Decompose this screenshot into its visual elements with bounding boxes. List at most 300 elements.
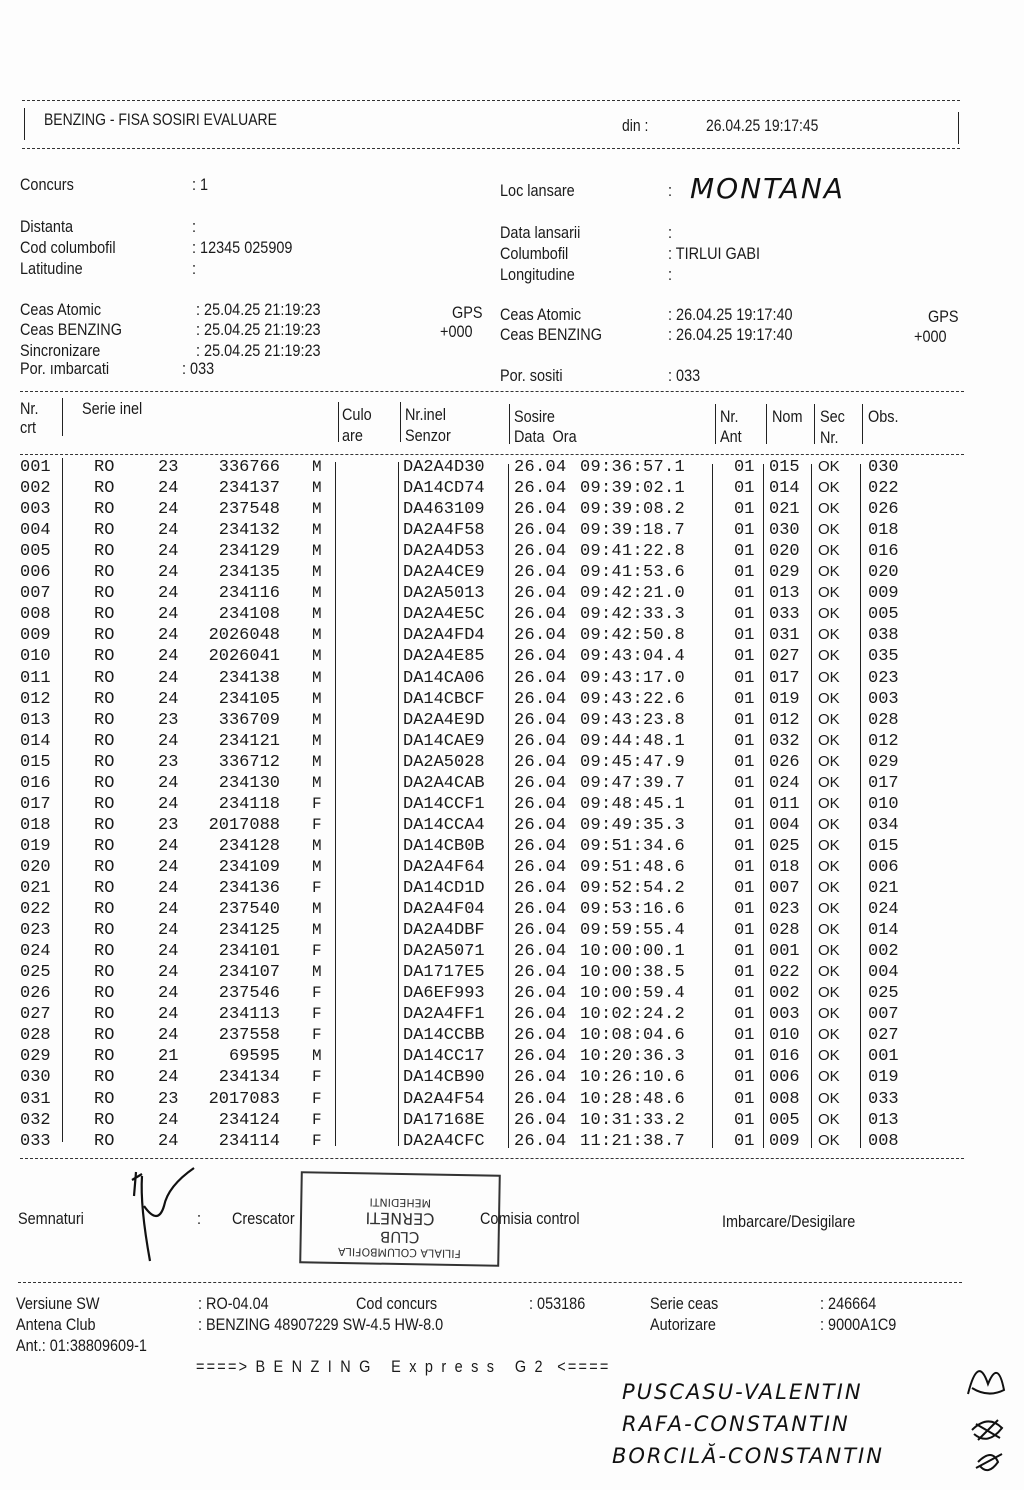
row-country: RO [94, 1068, 115, 1088]
row-ring-number: 234137 [218, 479, 280, 499]
row-nr: 016 [20, 773, 51, 793]
row-sensor-ring: DA2A4D30 [403, 458, 485, 477]
row-ring-number: 234116 [218, 584, 280, 604]
table-row [0, 732, 1024, 753]
row-antenna: 01 [734, 689, 755, 709]
row-nr: 025 [20, 963, 51, 983]
row-country: RO [94, 857, 115, 877]
row-country: RO [94, 963, 115, 983]
cod-columbofil-value: : 12345 025909 [192, 238, 293, 257]
table-row [0, 921, 1024, 942]
row-year: 24 [158, 584, 179, 604]
table-row [0, 458, 1024, 479]
stamp-line: CLUB [379, 1227, 420, 1247]
table-row [0, 521, 1024, 542]
row-nr: 005 [20, 542, 51, 562]
row-antenna: 01 [734, 731, 755, 751]
table-row [0, 626, 1024, 647]
row-nom: 024 [769, 773, 800, 793]
row-arrival-date: 26.04 [514, 815, 567, 835]
row-year: 23 [158, 1089, 179, 1109]
row-sensor-ring: DA2A4FF1 [403, 1005, 485, 1025]
row-country: RO [94, 521, 115, 541]
row-year: 24 [158, 1131, 179, 1151]
row-country: RO [94, 921, 115, 941]
row-ring-number: 234138 [218, 668, 280, 688]
row-nom: 020 [769, 542, 800, 562]
row-country: RO [94, 1131, 115, 1151]
ceas-atomic-left-value: : 25.04.25 21:19:23 [196, 300, 321, 319]
row-arrival-date: 26.04 [514, 668, 567, 688]
th-nr-inel-senzor-1: Nr.inel [405, 405, 446, 424]
col-divider [860, 464, 861, 1148]
table-row [0, 1068, 1024, 1089]
handwritten-name: BORCILĂ-CONSTANTIN [612, 1444, 884, 1468]
row-arrival-time: 10:02:24.2 [580, 1005, 686, 1025]
row-nr: 019 [20, 836, 51, 856]
row-country: RO [94, 773, 115, 793]
row-sensor-ring: DA14CB90 [403, 1068, 485, 1088]
row-obs: 025 [868, 984, 899, 1004]
row-country: RO [94, 1089, 115, 1109]
row-arrival-time: 09:42:50.8 [580, 626, 686, 646]
table-header-bottom-border [20, 454, 964, 455]
row-obs: 004 [868, 963, 899, 983]
table-row [0, 605, 1024, 626]
ceas-benzing-left-value: : 25.04.25 21:19:23 [196, 320, 321, 339]
ceas-atomic-left-label: Ceas Atomic [20, 300, 102, 319]
versiune-sw-value: : RO-04.04 [198, 1294, 269, 1313]
row-antenna: 01 [734, 773, 755, 793]
row-antenna: 01 [734, 542, 755, 562]
row-sec: OK [818, 605, 840, 623]
row-sec: OK [818, 1089, 840, 1107]
ceas-benzing-left-label: Ceas BENZING [20, 320, 122, 339]
row-sex: M [312, 1047, 322, 1066]
longitudine-value: : [668, 265, 673, 284]
th-divider [338, 402, 339, 442]
row-arrival-date: 26.04 [514, 710, 567, 730]
row-arrival-date: 26.04 [514, 689, 567, 709]
row-antenna: 01 [734, 1026, 755, 1046]
row-arrival-time: 09:51:34.6 [580, 836, 686, 856]
row-sensor-ring: DA14CD1D [403, 879, 485, 898]
row-obs: 008 [868, 1131, 899, 1151]
table-row [0, 942, 1024, 963]
row-ring-number: 234136 [218, 879, 280, 898]
row-arrival-date: 26.04 [514, 458, 567, 477]
row-sec: OK [818, 1131, 840, 1149]
row-antenna: 01 [734, 1089, 755, 1109]
row-antenna: 01 [734, 521, 755, 541]
row-ring-number: 234132 [218, 521, 280, 541]
row-country: RO [94, 815, 115, 835]
row-nr: 013 [20, 710, 51, 730]
row-nr: 031 [20, 1089, 51, 1109]
row-country: RO [94, 647, 115, 667]
row-arrival-date: 26.04 [514, 1026, 567, 1046]
row-year: 24 [158, 668, 179, 688]
row-nom: 012 [769, 710, 800, 730]
row-nom: 009 [769, 1131, 800, 1151]
row-sex: M [312, 689, 322, 708]
row-sensor-ring: DA14CBCF [403, 689, 485, 709]
table-row [0, 1132, 1024, 1153]
row-obs: 021 [868, 879, 899, 898]
row-nr: 015 [20, 752, 51, 772]
row-arrival-time: 09:39:18.7 [580, 521, 686, 541]
row-obs: 027 [868, 1026, 899, 1046]
row-sec: OK [818, 1047, 840, 1065]
th-divider [715, 404, 716, 444]
distanta-value: : [192, 217, 197, 236]
row-year: 24 [158, 836, 179, 856]
row-sec: OK [818, 1005, 840, 1023]
row-arrival-date: 26.04 [514, 794, 567, 814]
cod-concurs-label: Cod concurs [356, 1294, 438, 1313]
th-divider [766, 404, 767, 444]
th-sec-nr-1: Sec [820, 407, 845, 426]
row-nom: 001 [769, 942, 800, 962]
row-sex: M [312, 521, 322, 540]
club-stamp [299, 1171, 501, 1266]
th-culoare-2: are [342, 426, 363, 445]
row-sec: OK [818, 942, 840, 960]
row-arrival-time: 09:49:35.3 [580, 815, 686, 835]
row-sex: F [312, 1131, 322, 1150]
col-divider [811, 464, 812, 1148]
row-sec: OK [818, 794, 840, 812]
row-country: RO [94, 836, 115, 856]
col-divider [712, 464, 713, 1148]
din-label: din : [622, 116, 649, 135]
row-arrival-date: 26.04 [514, 942, 567, 962]
row-arrival-date: 26.04 [514, 836, 567, 856]
header-bottom-border [22, 148, 960, 149]
row-antenna: 01 [734, 752, 755, 772]
row-sensor-ring: DA2A5028 [403, 752, 485, 772]
row-sec: OK [818, 542, 840, 560]
table-row [0, 690, 1024, 711]
row-arrival-date: 26.04 [514, 1068, 567, 1088]
row-nr: 022 [20, 900, 51, 920]
ceas-atomic-right-value: : 26.04.25 19:17:40 [668, 305, 793, 324]
row-nr: 003 [20, 500, 51, 520]
row-nr: 030 [20, 1068, 51, 1088]
row-year: 24 [158, 857, 179, 877]
row-arrival-time: 10:08:04.6 [580, 1026, 686, 1046]
row-obs: 001 [868, 1047, 899, 1067]
row-ring-number: 234130 [218, 773, 280, 793]
row-antenna: 01 [734, 794, 755, 814]
ceas-benzing-left-suffix: +000 [440, 322, 473, 341]
row-nr: 006 [20, 563, 51, 583]
row-year: 24 [158, 921, 179, 941]
row-obs: 029 [868, 752, 899, 772]
row-sex: M [312, 647, 322, 666]
stamp-line: MEHEDINTI [369, 1195, 432, 1210]
row-country: RO [94, 689, 115, 709]
row-arrival-date: 26.04 [514, 626, 567, 646]
table-row [0, 963, 1024, 984]
cod-concurs-value: : 053186 [529, 1294, 586, 1313]
row-arrival-time: 11:21:38.7 [580, 1131, 686, 1151]
row-country: RO [94, 879, 115, 898]
row-sec: OK [818, 626, 840, 644]
row-sec: OK [818, 731, 840, 749]
loc-lansare-label: Loc lansare [500, 181, 575, 200]
row-sec: OK [818, 815, 840, 833]
row-obs: 013 [868, 1110, 899, 1130]
row-sec: OK [818, 563, 840, 581]
row-ring-number: 237548 [218, 500, 280, 520]
row-nr: 018 [20, 815, 51, 835]
row-arrival-time: 10:26:10.6 [580, 1068, 686, 1088]
row-sensor-ring: DA2A4F58 [403, 521, 485, 541]
row-nom: 016 [769, 1047, 800, 1067]
row-obs: 016 [868, 542, 899, 562]
row-ring-number: 69595 [228, 1047, 280, 1067]
row-nom: 028 [769, 921, 800, 941]
row-arrival-date: 26.04 [514, 879, 567, 898]
row-nom: 014 [769, 479, 800, 499]
longitudine-label: Longitudine [500, 265, 575, 284]
row-country: RO [94, 984, 115, 1004]
row-obs: 019 [868, 1068, 899, 1088]
row-sex: M [312, 500, 322, 519]
imbarcare-desigilare-label: Imbarcare/Desigilare [722, 1212, 856, 1231]
row-arrival-date: 26.04 [514, 521, 567, 541]
row-antenna: 01 [734, 1068, 755, 1088]
row-sensor-ring: DA463109 [403, 500, 485, 520]
row-ring-number: 2017088 [208, 815, 280, 835]
row-sensor-ring: DA14CCF1 [403, 794, 485, 814]
columbofil-value: : TIRLUI GABI [668, 244, 761, 263]
table-row [0, 711, 1024, 732]
row-year: 24 [158, 542, 179, 562]
row-arrival-date: 26.04 [514, 479, 567, 499]
row-nom: 003 [769, 1005, 800, 1025]
row-year: 24 [158, 605, 179, 625]
columbofil-label: Columbofil [500, 244, 569, 263]
row-nom: 011 [769, 794, 800, 814]
row-arrival-time: 09:53:16.6 [580, 900, 686, 920]
row-obs: 009 [868, 584, 899, 604]
row-nr: 010 [20, 647, 51, 667]
row-arrival-time: 09:43:04.4 [580, 647, 686, 667]
table-row [0, 1090, 1024, 1111]
table-row [0, 563, 1024, 584]
antena-club-value: : BENZING 48907229 SW-4.5 HW-8.0 [198, 1315, 444, 1334]
table-row [0, 858, 1024, 879]
row-ring-number: 234107 [218, 963, 280, 983]
row-nr: 004 [20, 521, 51, 541]
row-arrival-time: 09:41:53.6 [580, 563, 686, 583]
row-sec: OK [818, 984, 840, 1002]
row-antenna: 01 [734, 605, 755, 625]
row-ring-number: 234114 [218, 1131, 280, 1151]
row-ring-number: 234108 [218, 605, 280, 625]
row-sex: M [312, 921, 322, 940]
row-country: RO [94, 900, 115, 920]
row-nr: 026 [20, 984, 51, 1004]
row-nr: 023 [20, 921, 51, 941]
row-sex: M [312, 857, 322, 876]
row-obs: 003 [868, 689, 899, 709]
row-antenna: 01 [734, 563, 755, 583]
row-country: RO [94, 1026, 115, 1046]
ceas-benzing-right-value: : 26.04.25 19:17:40 [668, 325, 793, 344]
table-row [0, 984, 1024, 1005]
row-sec: OK [818, 584, 840, 602]
semnaturi-colon: : [197, 1209, 202, 1228]
row-arrival-time: 10:00:00.1 [580, 942, 686, 962]
row-sex: M [312, 542, 322, 561]
table-row [0, 584, 1024, 605]
row-sec: OK [818, 647, 840, 665]
th-divider [862, 404, 863, 444]
row-sensor-ring: DA2A5071 [403, 942, 485, 962]
th-nr-crt-2: crt [20, 418, 37, 437]
row-nom: 026 [769, 752, 800, 772]
row-sensor-ring: DA2A4F64 [403, 857, 485, 877]
row-sensor-ring: DA2A4F04 [403, 900, 485, 920]
row-nom: 006 [769, 1068, 800, 1088]
table-row [0, 1111, 1024, 1132]
row-arrival-time: 09:39:02.1 [580, 479, 686, 499]
col-divider [763, 464, 764, 1148]
row-antenna: 01 [734, 963, 755, 983]
table-top-border [20, 391, 964, 392]
row-arrival-date: 26.04 [514, 500, 567, 520]
row-nom: 010 [769, 1026, 800, 1046]
row-obs: 030 [868, 458, 899, 477]
th-obs: Obs. [868, 407, 899, 426]
por-imbarcati-label: Por. ımbarcati [20, 359, 110, 378]
row-year: 24 [158, 479, 179, 499]
row-arrival-time: 10:00:59.4 [580, 984, 686, 1004]
row-ring-number: 234101 [218, 942, 280, 962]
row-year: 23 [158, 815, 179, 835]
row-antenna: 01 [734, 815, 755, 835]
th-nom: Nom [772, 407, 803, 426]
row-nom: 031 [769, 626, 800, 646]
row-arrival-date: 26.04 [514, 1005, 567, 1025]
row-nom: 030 [769, 521, 800, 541]
col-divider [508, 464, 509, 1148]
row-nom: 008 [769, 1089, 800, 1109]
row-country: RO [94, 942, 115, 962]
row-country: RO [94, 584, 115, 604]
row-nom: 004 [769, 815, 800, 835]
row-ring-number: 234113 [218, 1005, 280, 1025]
row-sec: OK [818, 521, 840, 539]
row-antenna: 01 [734, 500, 755, 520]
row-sex: F [312, 1068, 322, 1087]
th-nr-ant-2: Ant [720, 427, 742, 446]
row-antenna: 01 [734, 836, 755, 856]
row-year: 24 [158, 689, 179, 709]
th-divider [400, 402, 401, 442]
row-arrival-date: 26.04 [514, 963, 567, 983]
row-sex: F [312, 815, 322, 834]
row-antenna: 01 [734, 900, 755, 920]
row-obs: 034 [868, 815, 899, 835]
handwritten-name: PUSCASU-VALENTIN [622, 1380, 863, 1404]
row-year: 24 [158, 963, 179, 983]
row-antenna: 01 [734, 479, 755, 499]
row-sensor-ring: DA6EF993 [403, 984, 485, 1004]
row-arrival-date: 26.04 [514, 1089, 567, 1109]
row-ring-number: 336712 [218, 752, 280, 772]
row-obs: 020 [868, 563, 899, 583]
row-nom: 013 [769, 584, 800, 604]
row-antenna: 01 [734, 668, 755, 688]
row-arrival-time: 09:41:22.8 [580, 542, 686, 562]
th-divider [62, 398, 63, 436]
row-nr: 002 [20, 479, 51, 499]
row-arrival-date: 26.04 [514, 900, 567, 920]
row-sex: F [312, 1110, 322, 1129]
table-row [0, 479, 1024, 500]
row-year: 24 [158, 1068, 179, 1088]
row-nr: 017 [20, 794, 51, 814]
row-ring-number: 234135 [218, 563, 280, 583]
row-nr: 001 [20, 458, 51, 477]
row-year: 24 [158, 1110, 179, 1130]
por-imbarcati-value: : 033 [182, 359, 215, 378]
row-obs: 023 [868, 668, 899, 688]
th-culoare-1: Culo [342, 405, 372, 424]
row-arrival-date: 26.04 [514, 921, 567, 941]
row-nom: 027 [769, 647, 800, 667]
serie-ceas-value: : 246664 [820, 1294, 877, 1313]
row-sex: M [312, 479, 322, 498]
row-sensor-ring: DA1717E5 [403, 963, 485, 983]
row-country: RO [94, 1005, 115, 1025]
row-arrival-date: 26.04 [514, 773, 567, 793]
row-antenna: 01 [734, 942, 755, 962]
page-title: BENZING - FISA SOSIRI EVALUARE [44, 110, 277, 129]
row-year: 24 [158, 1026, 179, 1046]
row-sex: M [312, 626, 322, 645]
row-year: 23 [158, 458, 179, 477]
row-sex: M [312, 668, 322, 687]
row-antenna: 01 [734, 857, 755, 877]
row-sec: OK [818, 836, 840, 854]
row-arrival-time: 09:59:55.4 [580, 921, 686, 941]
row-sensor-ring: DA14CAE9 [403, 731, 485, 751]
row-nom: 015 [769, 458, 800, 477]
distanta-label: Distanta [20, 217, 74, 236]
row-arrival-date: 26.04 [514, 542, 567, 562]
table-row [0, 500, 1024, 521]
row-arrival-date: 26.04 [514, 1110, 567, 1130]
row-country: RO [94, 626, 115, 646]
th-divider [509, 404, 510, 444]
row-arrival-time: 09:36:57.1 [580, 458, 686, 477]
row-sensor-ring: DA2A5013 [403, 584, 485, 604]
table-row [0, 1026, 1024, 1047]
crescator-label: Crescator [232, 1209, 295, 1228]
row-sec: OK [818, 963, 840, 981]
row-year: 24 [158, 731, 179, 751]
row-sensor-ring: DA2A4D53 [403, 542, 485, 562]
comisia-control-label: Comisia control [480, 1209, 580, 1228]
row-arrival-date: 26.04 [514, 1047, 567, 1067]
row-year: 24 [158, 626, 179, 646]
row-sex: M [312, 605, 322, 624]
